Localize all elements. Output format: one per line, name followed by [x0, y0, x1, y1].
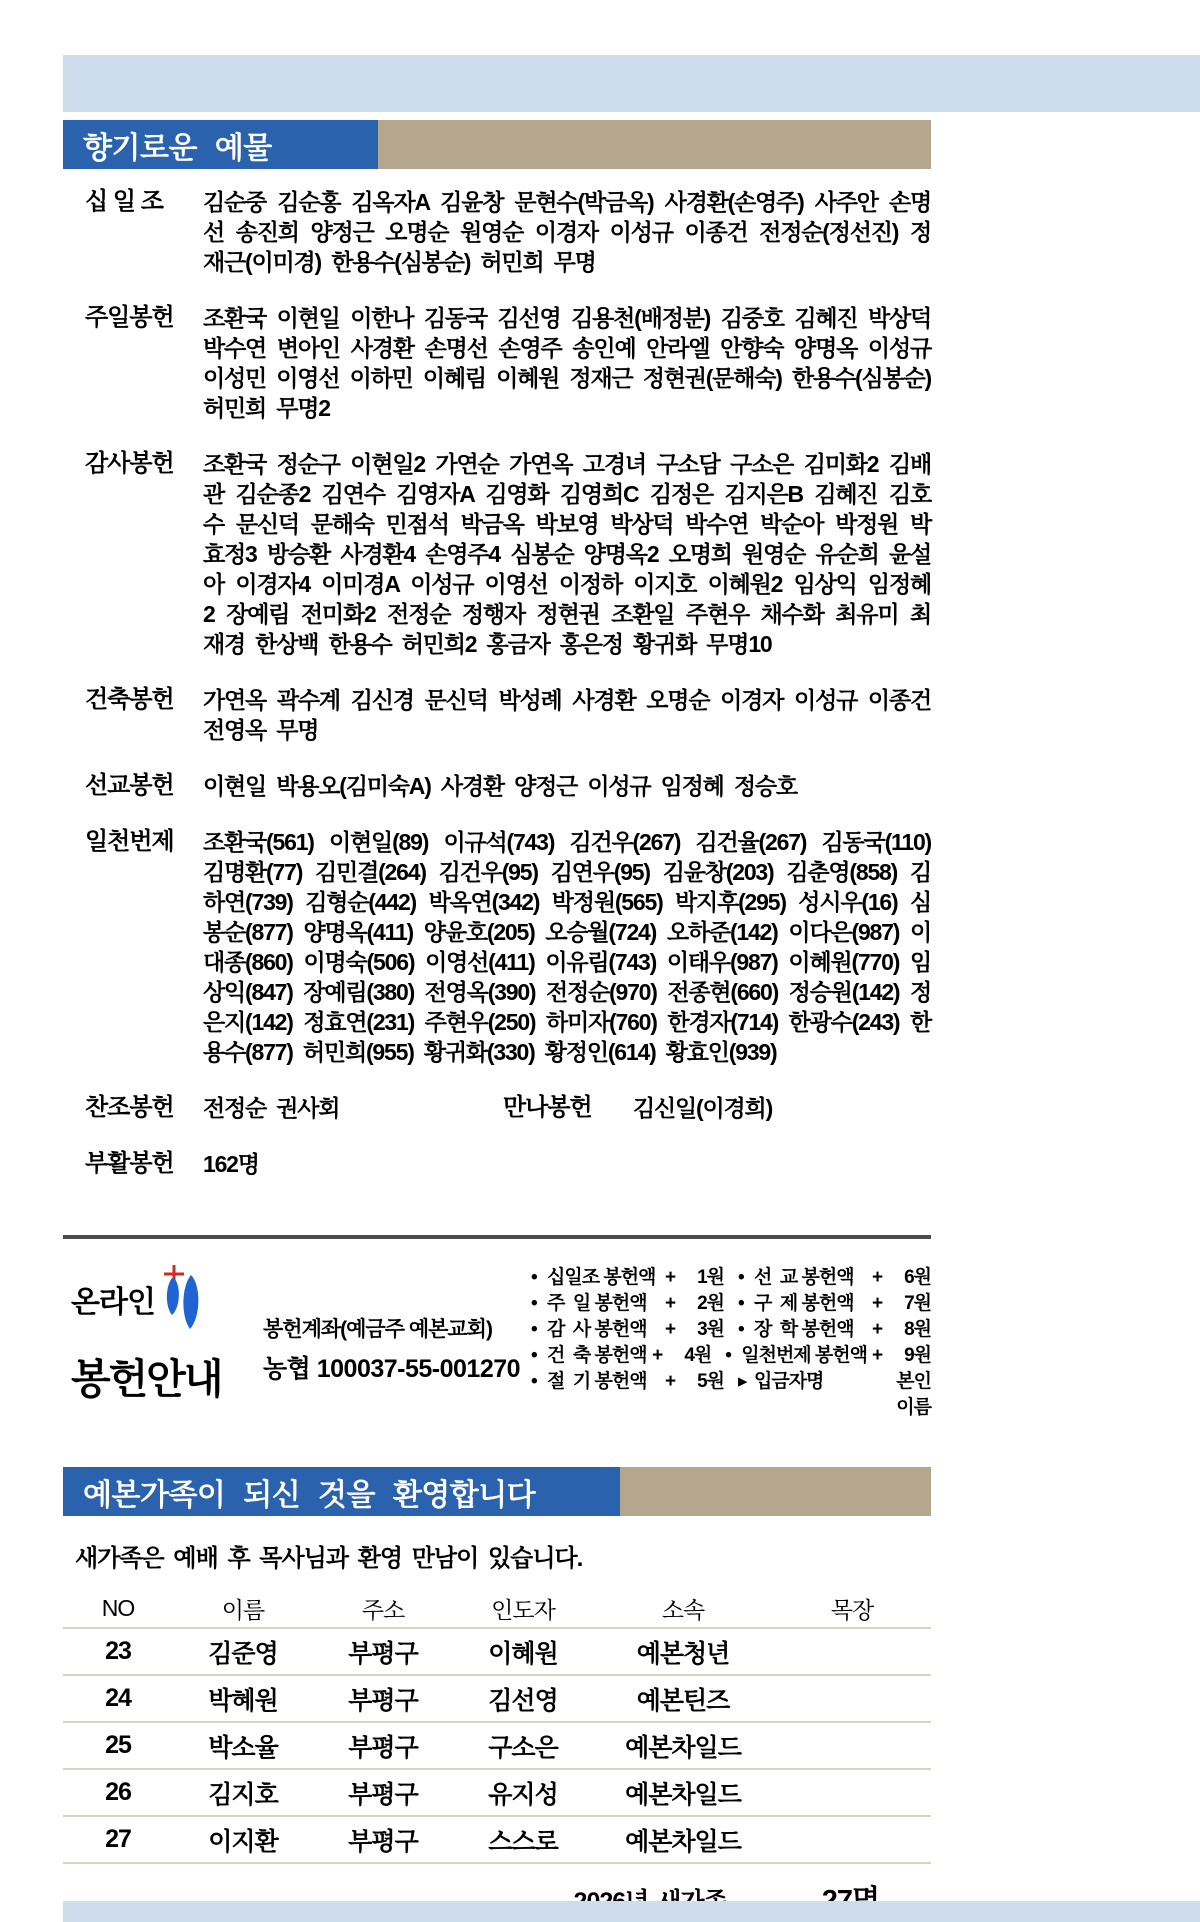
welcome-banner-tan — [620, 1467, 931, 1516]
offering-label: 주일봉헌 — [85, 304, 174, 331]
plus-sign: + — [664, 1319, 676, 1340]
giving-type: 건 축 봉헌액 — [547, 1345, 647, 1366]
cell-name: 박소율 — [208, 1733, 278, 1762]
offering-names: 조환국 정순구 이현일2 가연순 가연옥 고경녀 구소담 구소은 김미화2 김배관 김순종2 김연수 김영자A 김영화 김영희C 김정은 김지은B 김혜진 김호수 문신덕 문해숙 민점석 박금옥 박보영 박상덕 박수연 박순아 박정원 박효정3 방승환 사경환4 손영주4 심봉순 양명옥2 오명희 원영순 유순희 윤설아 이경자4 이미경A 이성규 이영선 이정하 이지호 이혜원2 임상익 임정혜2 장예림 전미화2 전정순 정행자 정현권 조환일 주현우 채수화 최유미 최재경 한상백 한용수 허민희2 홍금자 홍은정 황귀화 무명10 — [203, 451, 931, 657]
plus-sign: + — [664, 1293, 676, 1314]
offering-names: 이현일 박용오(김미숙A) 사경환 양정근 이성규 임정혜 정승호 — [203, 773, 797, 799]
cell-address: 부평구 — [348, 1827, 418, 1856]
giving-code: 5원 — [697, 1371, 724, 1392]
offering-label: 만나봉헌 — [503, 1094, 592, 1121]
offering-label: 부활봉헌 — [85, 1150, 174, 1177]
bottom-accent-band — [63, 1901, 1200, 1922]
offering-label: 찬조봉헌 — [85, 1094, 174, 1121]
cell-name: 김지호 — [208, 1780, 278, 1809]
offering-section-support-manna — [85, 1093, 931, 1123]
cell-name: 이지환 — [208, 1827, 278, 1856]
offering-section-tithe — [85, 187, 931, 277]
offerings-title: 향기로운 예물 — [63, 120, 378, 169]
welcome-banner — [63, 1467, 931, 1516]
cell-guide: 유지성 — [488, 1780, 558, 1809]
cell-address: 부평구 — [348, 1639, 418, 1668]
giving-code: 1원 — [697, 1267, 724, 1288]
offerings-list — [63, 187, 931, 1179]
cell-no: 25 — [105, 1731, 131, 1759]
offering-names: 가연옥 곽수계 김신경 문신덕 박성례 사경환 오명순 이경자 이성규 이종건 전영옥 무명 — [203, 687, 931, 743]
giving-code-row — [531, 1291, 931, 1317]
giving-type: 선 교 봉헌액 — [754, 1267, 854, 1288]
plus-sign: + — [664, 1371, 676, 1392]
online-giving-section — [63, 1263, 931, 1421]
giving-code: 4원 — [684, 1345, 712, 1366]
giving-code: 9원 — [904, 1345, 931, 1366]
plus-sign: + — [871, 1319, 883, 1340]
cell-no: 24 — [105, 1684, 131, 1712]
giving-type: 감 사 봉헌액 — [547, 1319, 647, 1340]
plus-sign — [867, 1369, 887, 1421]
giving-type: 주 일 봉헌액 — [547, 1293, 647, 1314]
offering-names: 조환국 이현일 이한나 김동국 김선영 김용천(배정분) 김중호 김혜진 박상덕 박수연 변아인 사경환 손명선 손영주 송인예 안라엘 안향숙 양명옥 이성규 이성민 이영선 이하민 이혜림 이혜원 정재근 정현권(문해숙) 한용수(심봉순) 허민희 무명2 — [203, 305, 931, 421]
offering-section-burnt — [85, 827, 931, 1067]
giving-type: 장 학 봉헌액 — [754, 1319, 854, 1340]
cell-name: 박혜원 — [208, 1686, 278, 1715]
giving-code-row — [531, 1369, 931, 1421]
cell-group: 예본차일드 — [625, 1780, 741, 1809]
cell-group: 예본차일드 — [625, 1733, 741, 1762]
giving-code: 7원 — [904, 1293, 931, 1314]
plus-sign: + — [652, 1345, 663, 1366]
online-label: 온라인 — [71, 1286, 155, 1319]
column-header-group: 소속 — [661, 1596, 705, 1623]
main-content — [63, 120, 931, 1919]
bullet-icon: • — [531, 1319, 537, 1340]
cell-group: 예본틴즈 — [636, 1686, 730, 1715]
giving-type: 구 제 봉헌액 — [754, 1293, 854, 1314]
offering-names: 김순중 김순홍 김옥자A 김윤창 문현수(박금옥) 사경환(손영주) 사주안 손명선 송진희 양정근 오명순 원영순 이경자 이성규 이종건 전정순(정선진) 정재근(이미경) 한용수(심봉순) 허민희 무명 — [203, 189, 931, 275]
account-number: 농협 100037-55-001270 — [263, 1355, 521, 1383]
bullet-icon: • — [738, 1267, 744, 1288]
giving-code: 8원 — [904, 1319, 931, 1340]
table-row — [63, 1723, 931, 1770]
bullet-icon: • — [725, 1345, 731, 1366]
cell-no: 23 — [105, 1637, 131, 1665]
giving-code: 2원 — [697, 1293, 724, 1314]
column-header-no: NO — [101, 1594, 135, 1621]
cell-guide: 스스로 — [488, 1827, 558, 1856]
plus-sign: + — [871, 1293, 883, 1314]
section-divider — [63, 1235, 931, 1239]
bullet-icon: • — [531, 1267, 537, 1288]
offering-section-mission — [85, 771, 931, 801]
giving-code: 6원 — [904, 1267, 931, 1288]
account-info — [263, 1263, 531, 1385]
offering-section-building — [85, 685, 931, 745]
giving-type: 절 기 봉헌액 — [547, 1371, 647, 1392]
cell-guide: 구소은 — [488, 1733, 558, 1762]
newcomer-table — [63, 1589, 931, 1919]
account-title: 봉헌계좌(예금주 예본교회) — [263, 1318, 492, 1341]
giving-code: 본인이름 — [896, 1371, 931, 1418]
cell-group: 예본차일드 — [625, 1827, 741, 1856]
welcome-subtitle: 새가족은 예배 후 목사님과 환영 만남이 있습니다. — [75, 1545, 583, 1572]
giving-type: 입금자명 — [754, 1371, 824, 1392]
offering-count: 162명 — [203, 1151, 259, 1177]
cell-no: 27 — [105, 1825, 131, 1853]
giving-code-row — [531, 1317, 931, 1343]
offering-label: 감사봉헌 — [85, 450, 174, 477]
table-row — [63, 1817, 931, 1864]
top-accent-band — [63, 55, 1200, 112]
cell-address: 부평구 — [348, 1780, 418, 1809]
cell-name: 김준영 — [208, 1639, 278, 1668]
offering-section-thanksgiving — [85, 449, 931, 659]
giving-type: 일천번제 봉헌액 — [741, 1345, 867, 1366]
offering-names: 김신일(이경희) — [633, 1095, 773, 1121]
church-logo-icon — [159, 1263, 207, 1338]
table-row — [63, 1676, 931, 1723]
giving-guide-label: 봉헌안내 — [71, 1356, 222, 1402]
column-header-address: 주소 — [361, 1596, 405, 1623]
online-giving-title — [63, 1263, 263, 1405]
giving-code-row — [531, 1343, 931, 1369]
offering-label: 일천번제 — [85, 828, 174, 855]
giving-type: 십일조 봉헌액 — [547, 1267, 656, 1288]
column-header-guide: 인도자 — [491, 1596, 555, 1623]
offering-label: 건축봉헌 — [85, 686, 174, 713]
bullet-icon: • — [738, 1293, 744, 1314]
giving-code-list — [531, 1263, 931, 1421]
giving-code: 3원 — [697, 1319, 724, 1340]
cell-address: 부평구 — [348, 1686, 418, 1715]
plus-sign: + — [664, 1267, 676, 1288]
offering-section-resurrection — [85, 1149, 931, 1179]
cell-guide: 김선영 — [488, 1686, 558, 1715]
table-header-row — [63, 1589, 931, 1629]
offering-section-sunday — [85, 303, 931, 423]
bullet-icon: • — [531, 1293, 537, 1314]
table-row — [63, 1770, 931, 1817]
offerings-banner — [63, 120, 931, 169]
offering-label: 선교봉헌 — [85, 772, 174, 799]
triangle-bullet-icon: ▸ — [738, 1371, 747, 1392]
cell-guide: 이혜원 — [488, 1639, 558, 1668]
cell-no: 26 — [105, 1778, 131, 1806]
giving-code-row — [531, 1265, 931, 1291]
offering-names: 조환국(561) 이현일(89) 이규석(743) 김건우(267) 김건율(267) 김동국(110) 김명환(77) 김민결(264) 김건우(95) 김연우(95) 김윤창(203) 김춘영(858) 김하연(739) 김형순(442) 박옥연(342) 박정원(565) 박지후(295) 성시우(16) 심봉순(877) 양명옥(411) 양윤호(205) 오승월(724) 오하준(142) 이다은(987) 이대종(860) 이명숙(506) 이영선(411) 이유림(743) 이태우(987) 이혜원(770) 임상익(847) 장예림(380) 전영옥(390) 전정순(970) 전종현(660) 정승원(142) 정은지(142) 정효연(231) 주현우(250) 하미자(760) 한경자(714) 한광수(243) 한용수(877) 허민희(955) 황귀화(330) 황정인(614) 황효인(939) — [203, 829, 931, 1065]
bullet-icon: • — [531, 1371, 537, 1392]
offering-names: 전정순 권사회 — [203, 1095, 340, 1121]
bullet-icon: • — [738, 1319, 744, 1340]
cell-address: 부평구 — [348, 1733, 418, 1762]
offering-label: 십 일 조 — [85, 188, 163, 215]
plus-sign: + — [871, 1345, 883, 1366]
welcome-section — [63, 1467, 931, 1919]
cell-group: 예본청년 — [636, 1639, 730, 1668]
welcome-title: 예본가족이 되신 것을 환영합니다 — [63, 1467, 620, 1516]
table-row — [63, 1629, 931, 1676]
bullet-icon: • — [531, 1345, 537, 1366]
offerings-banner-tan — [378, 120, 931, 169]
column-header-cell: 목장 — [830, 1596, 874, 1623]
column-header-name: 이름 — [221, 1596, 265, 1623]
plus-sign: + — [871, 1267, 883, 1288]
